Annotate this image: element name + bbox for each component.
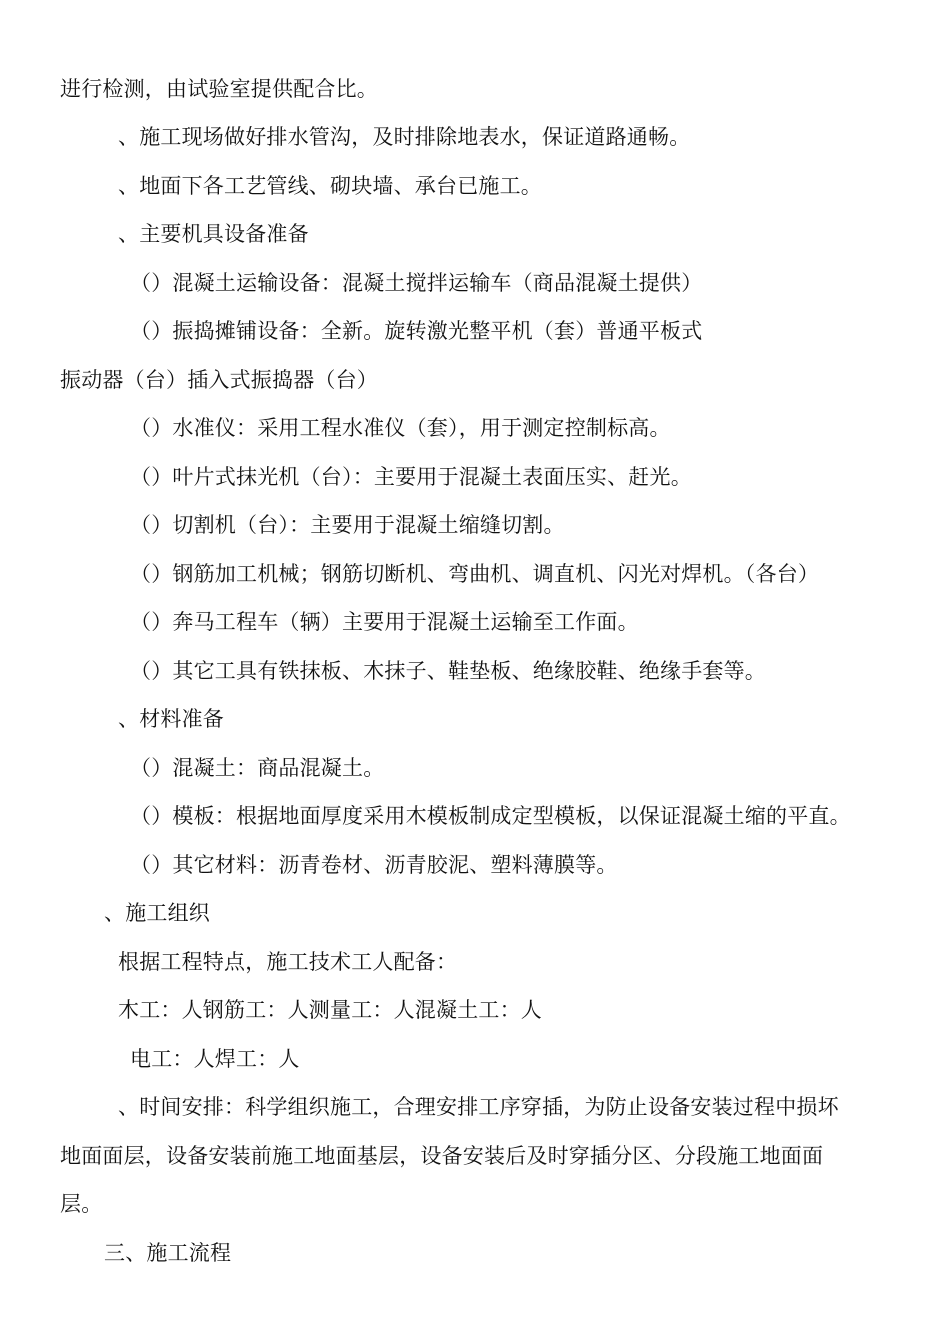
text-line-7: 振动器（台）插入式振捣器（台） [60,368,378,392]
text-line-1: 进行检测，由试验室提供配合比。 [60,77,378,101]
text-line-20: 木工：人钢筋工：人测量工：人混凝土工：人 [118,998,542,1022]
text-line-4: 、主要机具设备准备 [118,222,309,246]
section-heading: 三、施工流程 [104,1241,232,1265]
text-line-8: （）水准仪：采用工程水准仪（套），用于测定控制标高。 [130,416,671,440]
text-line-10: （）切割机（台）：主要用于混凝土缩缝切割。 [130,513,565,537]
text-line-19: 根据工程特点，施工技术工人配备： [118,950,458,974]
text-line-9: （）叶片式抹光机（台）：主要用于混凝土表面压实、赶光。 [130,465,692,489]
text-line-13: （）其它工具有铁抹板、木抹子、鞋垫板、绝缘胶鞋、绝缘手套等。 [130,659,766,683]
text-line-21: 电工：人焊工：人 [130,1047,300,1071]
text-line-15: （）混凝土：商品混凝土。 [130,756,385,780]
text-line-17: （）其它材料：沥青卷材、沥青胶泥、塑料薄膜等。 [130,853,618,877]
text-line-18: 、施工组织 [104,901,210,925]
text-line-23: 地面面层，设备安装前施工地面基层，设备安装后及时穿插分区、分段施工地面面 [60,1144,824,1168]
text-line-6: （）振捣摊铺设备：全新。旋转激光整平机（套）普通平板式 [130,319,703,343]
text-line-3: 、地面下各工艺管线、砌块墙、承台已施工。 [118,174,542,198]
text-line-22: 、时间安排：科学组织施工，合理安排工序穿插，为防止设备安装过程中损坏 [118,1095,839,1119]
text-line-2: 、施工现场做好排水管沟，及时排除地表水，保证道路通畅。 [118,125,691,149]
text-line-12: （）奔马工程车（辆）主要用于混凝土运输至工作面。 [130,610,639,634]
text-line-14: 、材料准备 [118,707,224,731]
text-line-24: 层。 [60,1192,103,1216]
text-line-5: （）混凝土运输设备：混凝土搅拌运输车（商品混凝土提供） [130,271,703,295]
text-line-16: （）模板：根据地面厚度采用木模板制成定型模板，以保证混凝土缩的平直。 [130,804,851,828]
text-line-11: （）钢筋加工机械；钢筋切断机、弯曲机、调直机、闪光对焊机。（各台） [130,562,820,586]
